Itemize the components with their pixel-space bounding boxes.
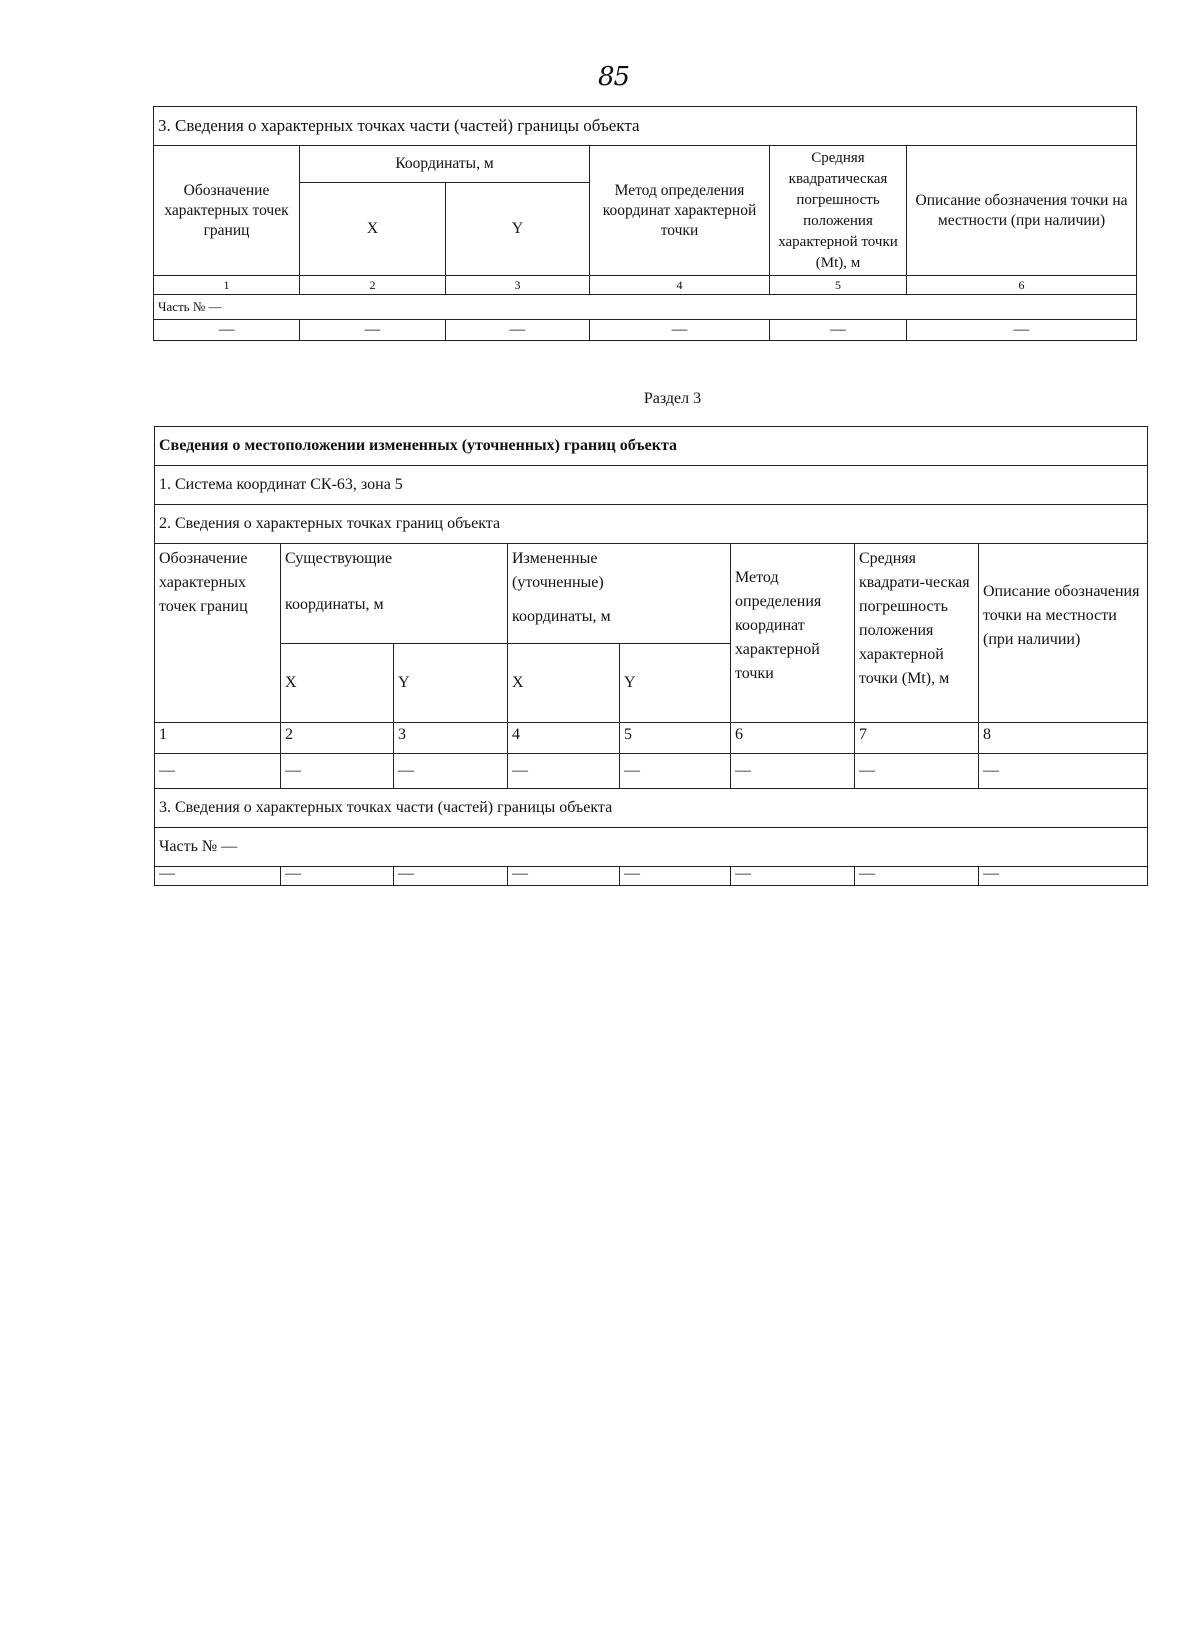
column-number: 1	[155, 723, 281, 754]
empty-cell: —	[620, 754, 731, 789]
empty-cell: —	[508, 754, 620, 789]
column-number: 6	[731, 723, 855, 754]
column-number: 2	[281, 723, 394, 754]
header-error: Средняя квадрати-ческая погрешность положения характерной точки (Mt), м	[855, 544, 979, 723]
header-method: Метод определения координат характерной точки	[590, 146, 770, 276]
empty-cell: —	[281, 867, 394, 886]
column-number: 2	[300, 276, 446, 295]
page-number: 85	[598, 62, 630, 92]
empty-cell: —	[154, 320, 300, 341]
empty-cell: —	[731, 754, 855, 789]
empty-cell: —	[731, 867, 855, 886]
empty-cell: —	[979, 867, 1148, 886]
empty-cell: —	[770, 320, 907, 341]
empty-cell: —	[446, 320, 590, 341]
header-existing-line2: координаты, м	[285, 596, 384, 613]
table-part-points	[153, 106, 1137, 341]
table-changed-borders	[154, 426, 1148, 886]
part-label: Часть № —	[155, 828, 1148, 867]
part-label: Часть № —	[154, 295, 1137, 320]
header-x-existing: X	[281, 644, 394, 723]
empty-cell: —	[855, 754, 979, 789]
empty-cell: —	[300, 320, 446, 341]
header-changed-line1: Измененные (уточненные)	[512, 550, 604, 591]
empty-cell: —	[155, 754, 281, 789]
header-changed-coordinates	[508, 544, 731, 644]
column-number: 4	[508, 723, 620, 754]
header-designation: Обозначение характерных точек границ	[155, 544, 281, 723]
column-number: 7	[855, 723, 979, 754]
header-designation: Обозначение характерных точек границ	[154, 146, 300, 276]
empty-cell: —	[394, 754, 508, 789]
header-description: Описание обозначения точки на местности (при наличии)	[907, 146, 1137, 276]
column-number: 5	[770, 276, 907, 295]
table-title: Сведения о местоположении измененных (уточненных) границ объекта	[155, 427, 1148, 466]
empty-cell: —	[590, 320, 770, 341]
header-y-existing: Y	[394, 644, 508, 723]
column-number: 6	[907, 276, 1137, 295]
empty-cell: —	[907, 320, 1137, 341]
header-error: Средняя квадратическая погрешность положения характерной точки (Mt), м	[770, 146, 907, 276]
header-method: Метод определения координат характерной точки	[731, 544, 855, 723]
header-existing-line1: Существующие	[285, 550, 393, 567]
column-number: 8	[979, 723, 1148, 754]
section-title: Раздел 3	[643, 390, 702, 407]
empty-cell: —	[620, 867, 731, 886]
header-x-changed: X	[508, 644, 620, 723]
parts-title: 3. Сведения о характерных точках части (частей) границы объекта	[155, 789, 1148, 828]
header-y-changed: Y	[620, 644, 731, 723]
points-title: 2. Сведения о характерных точках границ объекта	[155, 505, 1148, 544]
empty-cell: —	[155, 867, 281, 886]
empty-cell: —	[394, 867, 508, 886]
header-description: Описание обозначения точки на местности (при наличии)	[979, 544, 1148, 723]
column-number: 5	[620, 723, 731, 754]
header-x: X	[300, 183, 446, 276]
empty-cell: —	[281, 754, 394, 789]
table-title: 3. Сведения о характерных точках части (частей) границы объекта	[154, 107, 1137, 146]
column-number: 3	[446, 276, 590, 295]
empty-cell: —	[508, 867, 620, 886]
column-number: 3	[394, 723, 508, 754]
header-existing-coordinates	[281, 544, 508, 644]
header-changed-line2: координаты, м	[512, 608, 611, 625]
coordinate-system: 1. Система координат СК-63, зона 5	[155, 466, 1148, 505]
header-coordinates: Координаты, м	[300, 146, 590, 183]
empty-cell: —	[979, 754, 1148, 789]
empty-cell: —	[855, 867, 979, 886]
header-y: Y	[446, 183, 590, 276]
column-number: 4	[590, 276, 770, 295]
column-number: 1	[154, 276, 300, 295]
